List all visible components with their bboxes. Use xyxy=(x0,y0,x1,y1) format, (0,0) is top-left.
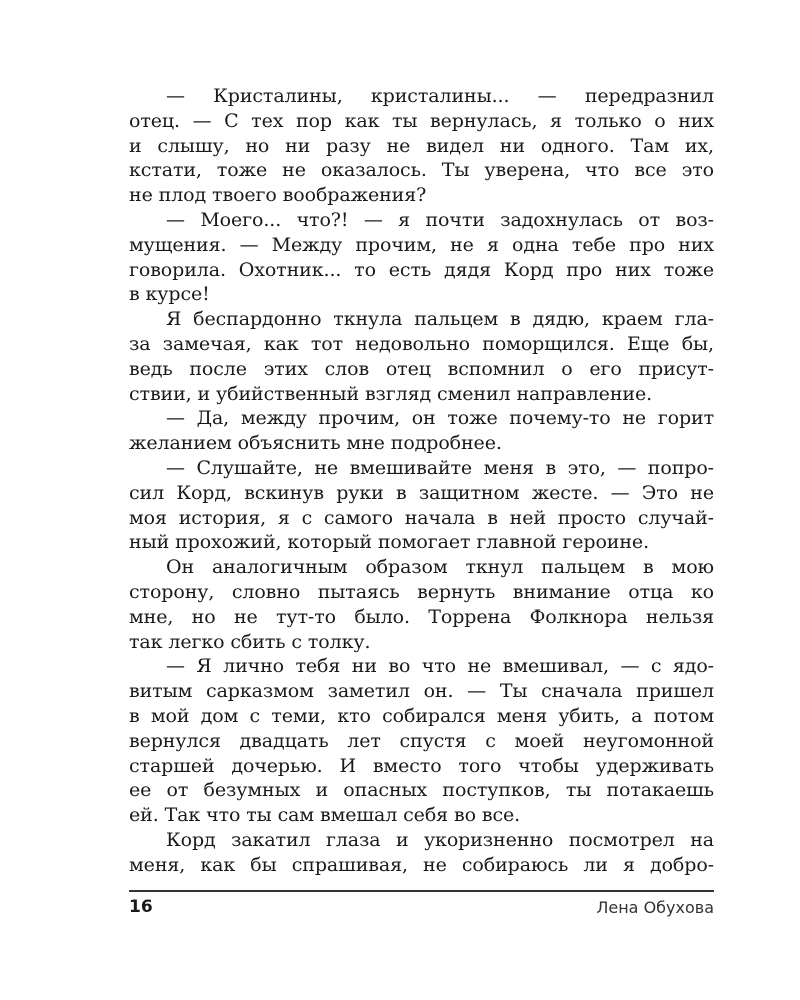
text-line: говорила. Охотник... то есть дядя Корд про них тоже xyxy=(129,258,714,281)
footer-rule xyxy=(129,890,714,892)
page-number: 16 xyxy=(129,897,153,917)
running-footer-author: Лена Обухова xyxy=(596,898,714,917)
text-line: мущения. — Между прочим, не я одна тебе про них xyxy=(129,233,714,256)
text-line: — Да, между прочим, он тоже почему-то не горит xyxy=(166,407,714,430)
text-line: и слышу, но ни разу не видел ни одного. Там их, xyxy=(129,134,714,157)
text-line: отец. — С тех пор как ты вернулась, я только о них xyxy=(129,109,714,132)
text-line: ее от безумных и опасных поступков, ты потакаешь xyxy=(129,779,714,802)
text-line: ей. Так что ты сам вмешал себя во все. xyxy=(129,804,521,827)
body-text xyxy=(129,84,714,878)
text-line: ведь после этих слов отец вспомнил о его присут- xyxy=(129,357,714,380)
text-line: вернулся двадцать лет спустя с моей неугомонной xyxy=(129,729,714,752)
text-line: в мой дом с теми, кто собирался меня убить, а потом xyxy=(129,704,714,727)
text-line: меня, как бы спрашивая, не собираюсь ли я добро- xyxy=(129,853,714,876)
text-line: желанием объяснить мне подробнее. xyxy=(129,432,502,455)
text-line: старшей дочерью. И вместо того чтобы удерживать xyxy=(129,754,714,777)
text-line: Корд закатил глаза и укоризненно посмотрел на xyxy=(166,828,714,851)
text-line: ствии, и убийственный взгляд сменил направление. xyxy=(129,382,653,405)
text-line: — Моего... что?! — я почти задохнулась от воз- xyxy=(166,208,714,231)
text-line: — Я лично тебя ни во что не вмешивал, — с ядо- xyxy=(166,655,714,678)
text-line: витым сарказмом заметил он. — Ты сначала пришел xyxy=(129,680,714,703)
text-line: ный прохожий, который помогает главной героине. xyxy=(129,531,650,554)
text-line: Он аналогичным образом ткнул пальцем в мою xyxy=(166,556,714,579)
text-line: за замечая, как тот недовольно поморщился. Еще бы, xyxy=(129,332,714,355)
text-line: Я беспардонно ткнула пальцем в дядю, краем гла- xyxy=(166,308,714,331)
text-line: моя история, я с самого начала в ней просто случай- xyxy=(129,506,714,529)
text-line: не плод твоего воображения? xyxy=(129,184,427,207)
text-line: кстати, тоже не оказалось. Ты уверена, что все это xyxy=(129,159,714,182)
text-line: так легко сбить с толку. xyxy=(129,630,371,653)
text-line: сил Корд, вскинув руки в защитном жесте. — Это не xyxy=(129,481,714,504)
text-line: в курсе! xyxy=(129,283,210,306)
text-line: мне, но не тут-то было. Торрена Фолкнора нельзя xyxy=(129,605,714,628)
text-line: — Слушайте, не вмешивайте меня в это, — попро- xyxy=(166,456,714,479)
text-line: — Кристалины, кристалины... — передразнил xyxy=(166,85,714,107)
text-line: сторону, словно пытаясь вернуть внимание отца ко xyxy=(129,580,714,603)
